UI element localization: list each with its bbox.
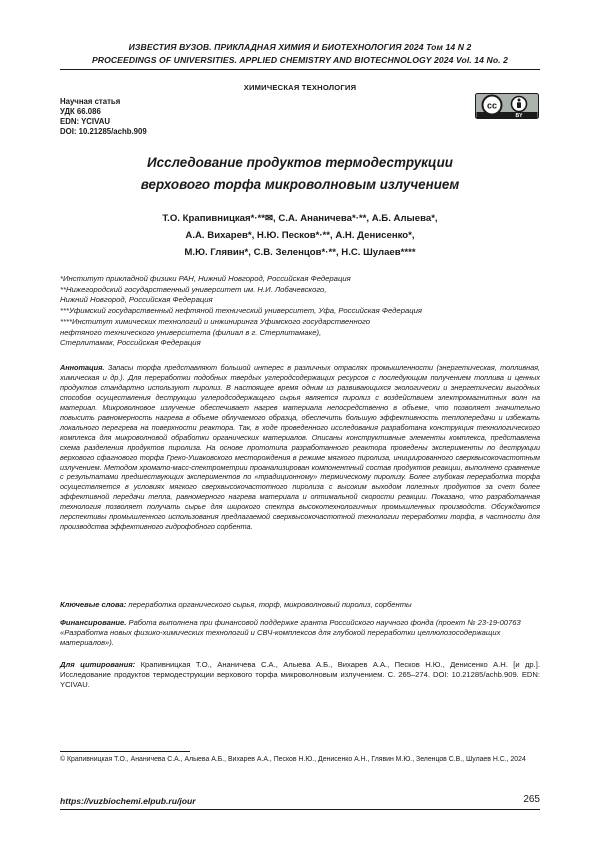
header-rule [60, 69, 540, 70]
funding [60, 618, 540, 648]
citation-label: Для цитирования: [60, 660, 136, 669]
affiliation-line: *Институт прикладной физики РАН, Нижний Новгород, Российская Федерация [60, 274, 351, 283]
edn: EDN: YCIVAU [60, 117, 110, 126]
section-title: ХИМИЧЕСКАЯ ТЕХНОЛОГИЯ [243, 83, 357, 92]
doi: DOI: 10.21285/achb.909 [60, 127, 147, 136]
affiliation-line: Стерлитамак, Российская Федерация [60, 338, 201, 348]
svg-text:BY: BY [515, 113, 523, 119]
affiliation-line: ***Уфимский государственный нефтяной технический университет, Уфа, Российская Федерация [60, 306, 423, 316]
journal-header-ru: ИЗВЕСТИЯ ВУЗОВ. ПРИКЛАДНАЯ ХИМИЯ И БИОТЕХНОЛОГИЯ 2024 Том 14 N 2 [128, 42, 472, 52]
article-meta [60, 97, 147, 137]
abstract-text: Запасы торфа представляют большой интерес в различных отраслях промышленности (энергетическая, топливная, химическая и др.). Для переработки подобных твердых углеродсодержащих ресурсов с последующим получением топлива и ценных продуктов стандартно используют пиролиз. В настоящее время одним из развивающихся экологически и энергетически выгодных способов осуществления деструкции углеродсодержащего сырья является пиролиз с воздействием электромагнитных волн на материал. Микроволновое излучение обеспечивает нагрев материала непосредственно в объеме, что позволяет значительно повысить равномерность нагрева в объеме облучаемого образца, обеспечить большую эффективность теплопередачи и избежать локального перегрева на поверхности реактора. Так, в ходе проведенного исследования разработана конструкция технологического комплекса для микроволновой обработки органических материалов. Описаны конструктивные элементы комплекса, представлена схема разделения продуктов пиролиза. На основе прототипа разработанного реактора проведены эксперименты по деструкции верхового сфагнового торфа Греко-Ушаковского месторождения в режиме мягкого пиролиза, инициированного сверхвысокочастотным излучением. Методом хромато-масс-спектрометрии проанализирован компонентный состав продуктов реакции, выполнено сравнение с результатами предшествующих экспериментов по «традиционному» термическому пиролизу. Более глубокая переработка торфа осуществляется в условиях мягкого сверхвысокочастотного пиролиза с высоким выходом полезных продуктов за счет более эффективной передачи тепла, равномерного нагрева материала и оптимальной скорости реакции. Показано, что разработанная технология позволяет получать сырье для широкого спектра высокотехнологичных промышленных производств. Обсуждаются перспективы промышленного использования предлагаемой сверхвысокочастотной технологии переработки торфа, в частности для производства эффективного гидрофобного сорбента. [60, 363, 540, 532]
svg-text:cc: cc [486, 100, 498, 111]
affiliation-line: Нижний Новгород, Российская Федерация [60, 295, 213, 305]
udk: УДК 66.086 [60, 107, 101, 116]
citation-text: Крапивницкая Т.О., Ананичева С.А., Алыева А.Б., Вихарев А.А., Песков Н.Ю., Денисенко А.Н. [и др.]. Исследование продуктов термодеструкции верхового торфа микроволновым излучением. С. 265–274. DOI: 10.21285/achb.909. EDN: YCIVAU. [60, 660, 540, 689]
article-title: Исследование продуктов термодеструкции верхового торфа микроволновым излучением [140, 155, 460, 192]
affiliation-line: **Нижегородский государственный университет им. Н.И. Лобачевского, [60, 284, 327, 294]
funding-text: Работа выполнена при финансовой поддержке гранта Российского научного фонда (проект № 23-19-00763 «Разработка новых физико-химических технологий и СВЧ-комплексов для глубокой переработки целлюлозосодержащих материалов»). [60, 618, 521, 647]
keywords [60, 600, 540, 610]
affiliation-line: ****Институт химических технологий и инжиниринга Уфимского государственного [60, 316, 371, 326]
copyright: © Крапивницкая Т.О., Ананичева С.А., Алыева А.Б., Вихарев А.А., Песков Н.Ю., Денисенко А.Н., Глявин М.Ю., Зеленцов С.В., Шулаев Н.С., 2024 [60, 756, 526, 763]
abstract-label: Аннотация. [60, 363, 105, 372]
abstract [60, 363, 540, 532]
affiliation-line: нефтяного технического университета (филиал в г. Стерлитамаке), [60, 327, 322, 337]
citation [60, 660, 540, 690]
footnote-rule [60, 751, 190, 752]
journal-header-en: PROCEEDINGS OF UNIVERSITIES. APPLIED CHEMISTRY AND BIOTECHNOLOGY 2024 Vol. 14 No. 2 [91, 55, 509, 65]
affiliations [60, 274, 520, 349]
cc-by-icon[interactable] [475, 93, 539, 119]
authors-list: Т.О. Крапивницкая*·**✉, С.А. Ананичева*·**, А.Б. Алыева*, А.А. Вихарев*, Н.Ю. Песков*·**, А.Н. Денисенко*, М.Ю. Глявин*, С.В. Зеленцов*·**, Н.С. Шулаев**** [162, 213, 438, 258]
page-number: 265 [523, 794, 540, 805]
footer-rule [60, 809, 540, 810]
keywords-label: Ключевые слова: [60, 600, 127, 609]
article-type: Научная статья [60, 97, 121, 106]
funding-label: Финансирование. [60, 618, 127, 627]
keywords-text: переработка органического сырья, торф, микроволновый пиролиз, сорбенты [128, 600, 412, 609]
journal-url-link[interactable]: https://vuzbiochemi.elpub.ru/jour [60, 796, 196, 806]
